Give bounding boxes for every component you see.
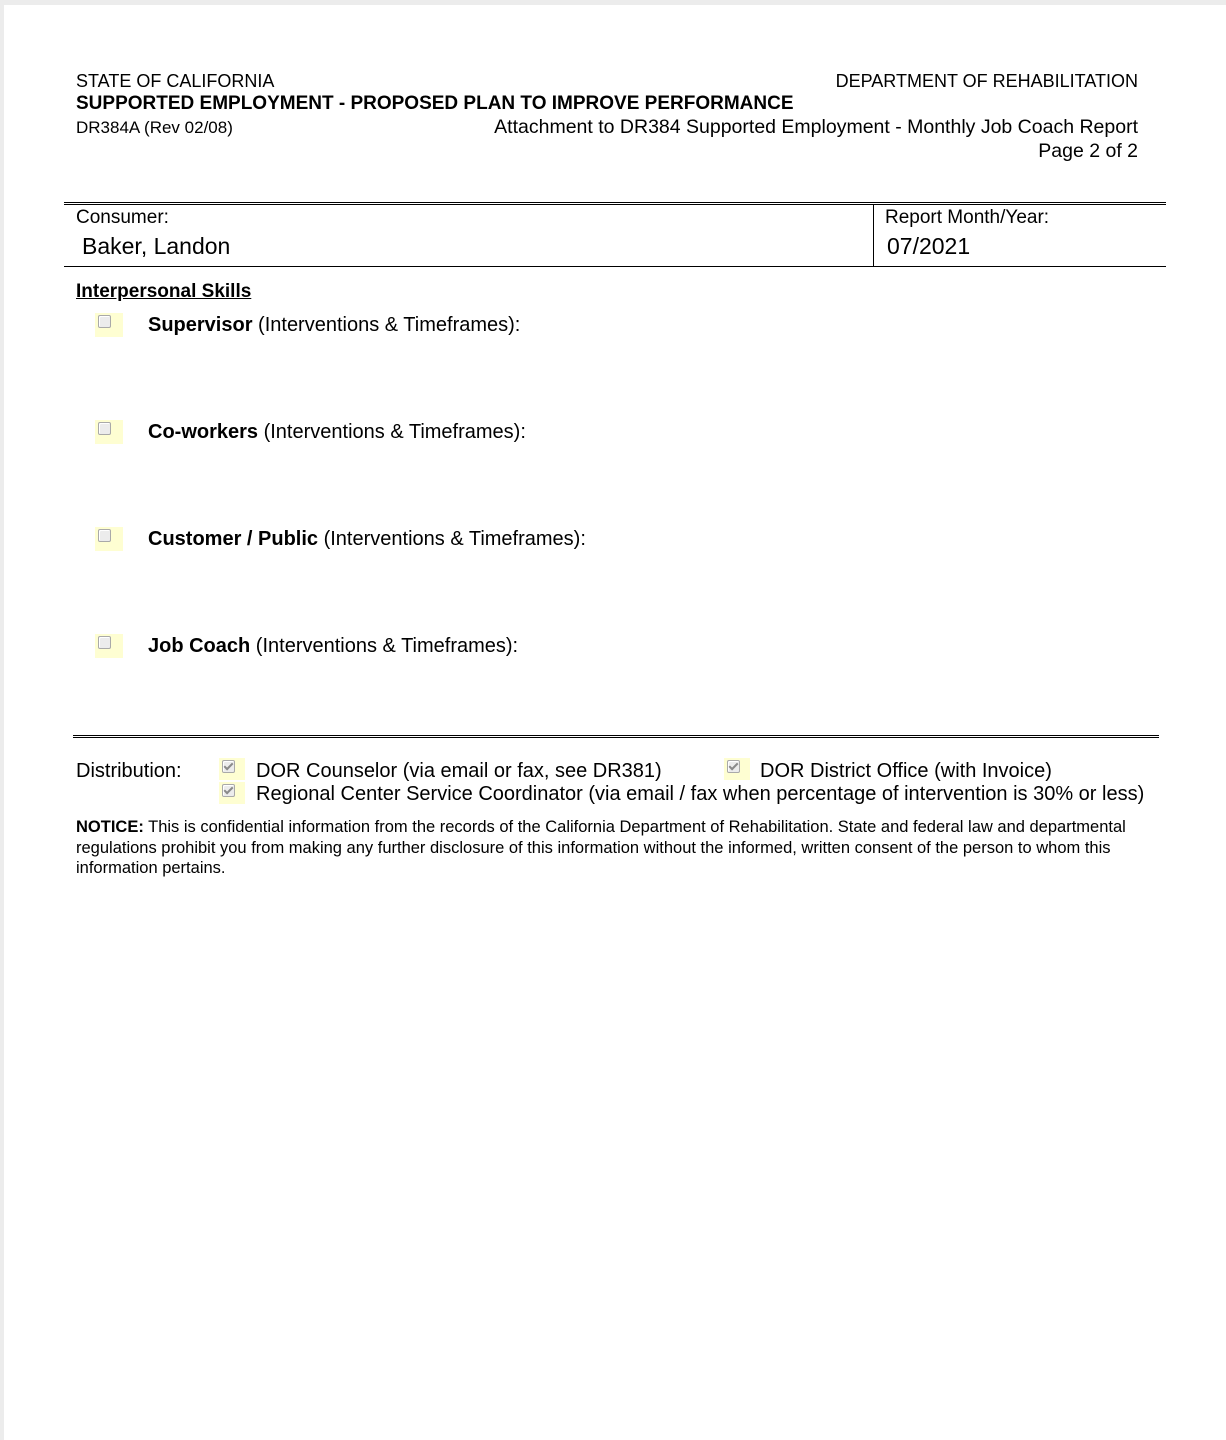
consumer-field[interactable]: Baker, Landon — [82, 233, 231, 259]
double-rule-top-a — [64, 202, 1166, 203]
confidentiality-notice — [76, 817, 1166, 879]
field-row-bottom-rule — [64, 266, 1166, 267]
document-page — [4, 5, 1226, 1440]
checkbox-box — [222, 760, 235, 773]
consumer-label: Consumer: — [76, 207, 169, 228]
section-title-interpersonal: Interpersonal Skills — [76, 281, 252, 302]
dor-counselor-label: DOR Counselor (via email or fax, see DR381) — [256, 760, 662, 782]
distribution-rule-a — [73, 735, 1159, 736]
dor-district-office-label: DOR District Office (with Invoice) — [760, 760, 1052, 782]
report-month-field[interactable]: 07/2021 — [887, 233, 971, 259]
customer-public-checkbox[interactable] — [95, 527, 123, 551]
double-rule-top-b — [64, 204, 1166, 205]
attachment-label: Attachment to DR384 Supported Employment - Monthly Job Coach Report — [494, 116, 1138, 138]
page-number: Page 2 of 2 — [1038, 140, 1138, 162]
checkbox-box — [98, 315, 111, 328]
checkbox-box — [98, 636, 111, 649]
job-coach-label: Job Coach (Interventions & Timeframes): — [148, 635, 519, 657]
state-label: STATE OF CALIFORNIA — [76, 71, 275, 91]
supervisor-checkbox[interactable] — [95, 313, 123, 337]
job-coach-checkbox[interactable] — [95, 634, 123, 658]
distribution-rule-b — [73, 737, 1159, 738]
dor-district-office-checkbox[interactable] — [724, 758, 750, 780]
coworkers-label: Co-workers (Interventions & Timeframes): — [148, 421, 526, 443]
regional-center-label: Regional Center Service Coordinator (via email / fax when percentage of intervention is 30% or less) — [256, 783, 1145, 805]
checkbox-box — [222, 784, 235, 797]
field-divider — [873, 204, 874, 266]
coworkers-checkbox[interactable] — [95, 420, 123, 444]
form-number: DR384A (Rev 02/08) — [76, 118, 233, 137]
checkbox-box — [98, 422, 111, 435]
notice-label: NOTICE: — [76, 818, 144, 836]
notice-text: This is confidential information from the records of the California Department of Rehabilitation. State and federal law and departmental regulations prohibit you from making any further disclosure of this information without the informed, written consent of the person to whom this information pertains. — [76, 818, 1126, 877]
department-label: DEPARTMENT OF REHABILITATION — [835, 71, 1138, 91]
regional-center-checkbox[interactable] — [219, 782, 245, 804]
report-month-label: Report Month/Year: — [885, 207, 1050, 228]
distribution-label: Distribution: — [76, 760, 182, 782]
checkbox-box — [727, 760, 740, 773]
dor-counselor-checkbox[interactable] — [219, 758, 245, 780]
checkbox-box — [98, 529, 111, 542]
customer-public-label: Customer / Public (Interventions & Timeframes): — [148, 528, 586, 550]
supervisor-label: Supervisor (Interventions & Timeframes): — [148, 314, 521, 336]
form-title: SUPPORTED EMPLOYMENT - PROPOSED PLAN TO IMPROVE PERFORMANCE — [76, 93, 794, 114]
